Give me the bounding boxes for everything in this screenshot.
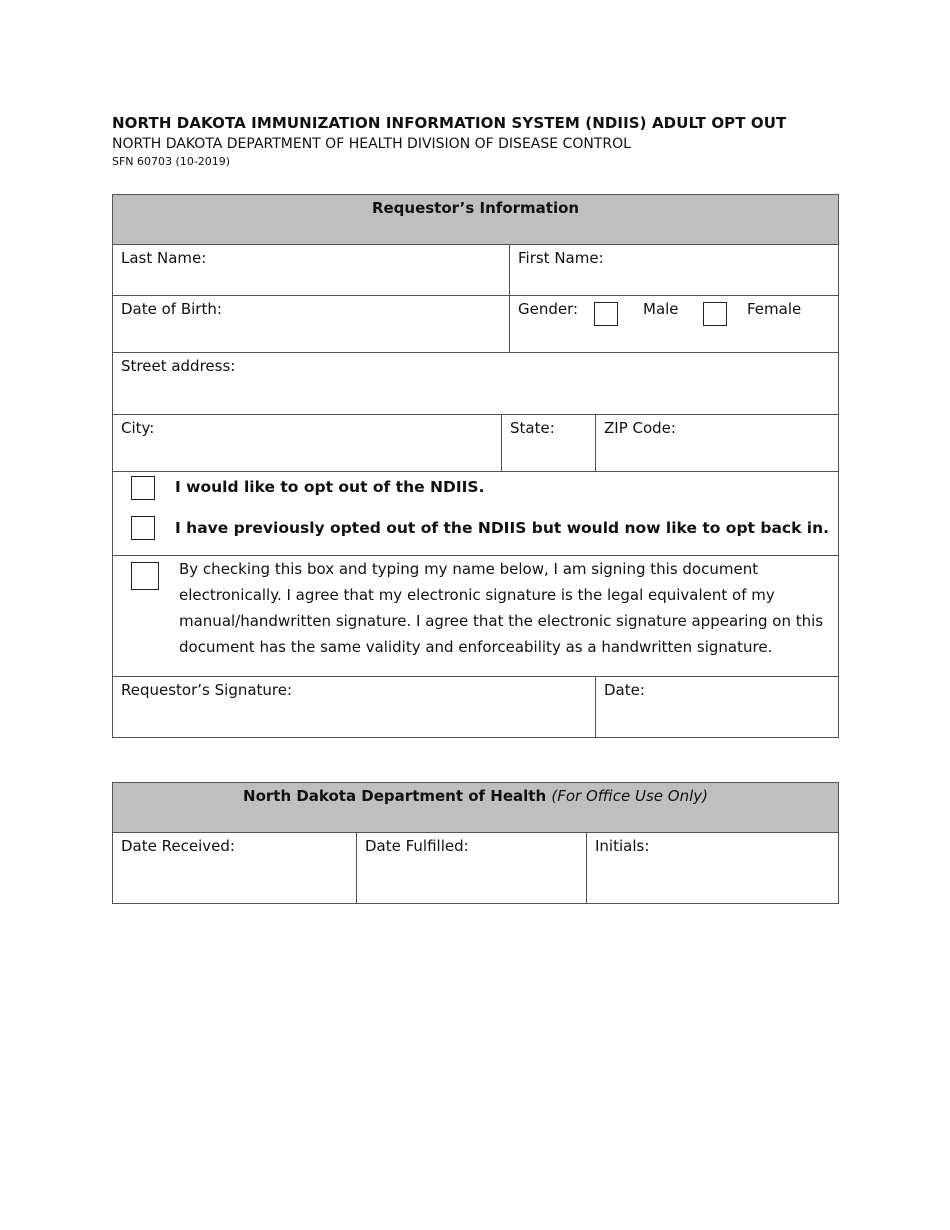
opt-choice-cell [113,472,839,556]
date-received-label: Date Received: [121,837,235,855]
opt-out-label: I would like to opt out of the NDIIS. [175,478,485,496]
date-fulfilled-field[interactable] [357,833,587,904]
consent-checkbox[interactable] [131,562,159,590]
signature-field[interactable] [113,677,596,738]
city-label: City: [121,419,155,437]
opt-out-checkbox[interactable] [131,476,155,500]
office-use-note: (For Office Use Only) [551,787,709,805]
office-use-table [112,782,839,904]
initials-label: Initials: [595,837,650,855]
dob-label: Date of Birth: [121,300,222,318]
state-field[interactable] [502,415,596,472]
date-fulfilled-label: Date Fulfilled: [365,837,469,855]
zip-code-label: ZIP Code: [604,419,676,437]
department-name: NORTH DAKOTA DEPARTMENT OF HEALTH DIVISION OF DISEASE CONTROL [112,136,631,152]
consent-text: By checking this box and typing my name below, I am signing this document electronically. I agree that my electronic signature is the legal equivalent of my manual/handwritten signature. I agree that the electronic signature appearing on this document has the same validity and enforceability as a handwritten signature. [179,560,824,656]
requestor-info-table [112,194,839,738]
state-label: State: [510,419,555,437]
office-section-title [113,783,839,833]
last-name-field[interactable] [113,245,510,296]
form-title: NORTH DAKOTA IMMUNIZATION INFORMATION SYSTEM (NDIIS) ADULT OPT OUT [112,114,787,132]
requestor-section-title: Requestor’s Information [113,195,839,245]
city-field[interactable] [113,415,502,472]
female-label: Female [747,300,802,318]
initials-field[interactable] [587,833,839,904]
first-name-field[interactable] [510,245,839,296]
signature-label: Requestor’s Signature: [121,681,293,699]
date-of-birth-field[interactable] [113,296,510,353]
first-name-label: First Name: [518,249,604,267]
form-header [112,114,786,168]
opt-back-in-label: I have previously opted out of the NDIIS but would now like to opt back in. [175,519,830,537]
street-address-label: Street address: [121,357,236,375]
office-title: North Dakota Department of Health [243,787,547,805]
street-address-field[interactable] [113,353,839,415]
form-number: SFN 60703 (10-2019) [112,155,231,168]
gender-label: Gender: [518,300,579,318]
consent-cell [113,556,839,677]
gender-field [510,296,839,353]
female-checkbox[interactable] [703,302,727,326]
zip-code-field[interactable] [596,415,839,472]
signature-date-label: Date: [604,681,645,699]
opt-back-in-checkbox[interactable] [131,516,155,540]
date-received-field[interactable] [113,833,357,904]
male-checkbox[interactable] [594,302,618,326]
signature-date-field[interactable] [596,677,839,738]
last-name-label: Last Name: [121,249,207,267]
male-label: Male [643,300,679,318]
